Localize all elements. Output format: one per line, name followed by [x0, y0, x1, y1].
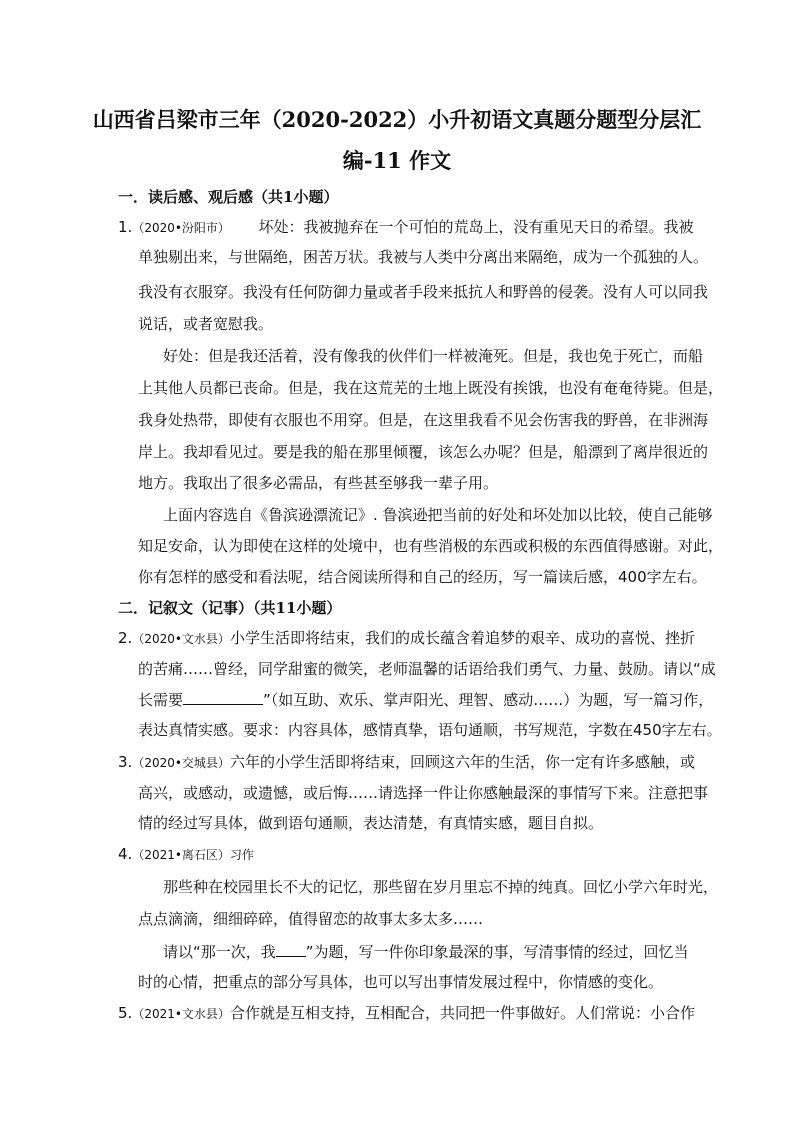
question-text-line: 我没有衣服穿。我没有任何防御力量或者手段来抵抗人和野兽的侵袭。没有人可以同我	[138, 283, 709, 301]
question-text-fragment: 长需要	[138, 691, 184, 709]
question-text-line: 上其他人员都已丧命。但是，我在这荒芜的土地上既没有挨饿，也没有奄奄待毙。但是，	[138, 379, 724, 397]
fill-in-blank	[183, 703, 263, 705]
question-3-first-line	[118, 751, 695, 772]
question-source: （2020•汾阳市）	[132, 221, 230, 235]
question-source: （2021•文水县）	[132, 1007, 230, 1021]
question-text-fragment: ”为题，写一件你印象最深的事，写清事情的经过，回忆当	[305, 943, 689, 961]
question-text-line	[138, 689, 713, 710]
question-text-line	[163, 941, 689, 962]
question-number: 5.	[118, 1004, 133, 1022]
question-text-line: 说话，或者宽慰我。	[138, 315, 274, 333]
question-text-line: 点点滴滴，细细碎碎，值得留恋的故事太多太多……	[138, 910, 484, 928]
question-5-first-line	[118, 1002, 695, 1023]
question-text-line: 上面内容选自《鲁滨逊漂流记》. 鲁滨逊把当前的好处和坏处加以比较，使自己能够	[163, 506, 713, 524]
question-text-fragment: ”（如互助、欢乐、掌声阳光、理智、感动……）为题，写一篇习作，	[263, 691, 714, 709]
question-text-line: 情的经过写具体，做到语句通顺，表达清楚，有真情实感，题目自拟。	[138, 814, 604, 832]
fill-in-blank	[276, 955, 306, 957]
question-text-line: 岸上。我却看见过。要是我的船在那里倾覆，该怎么办呢？但是，船漂到了离岸很近的	[138, 443, 709, 461]
section-heading-2: 二．记叙文（记事）（共11小题）	[118, 599, 342, 617]
question-text-line: 六年的小学生活即将结束，回顾这六年的生活，你一定有许多感触，或	[229, 753, 695, 771]
question-text-line: 单独剔出来，与世隔绝，困苦万状。我被与人类中分离出来隔绝，成为一个孤独的人。	[138, 248, 709, 266]
question-text-line: 好处：但是我还活着，没有像我的伙伴们一样被淹死。但是，我也免于死亡，而船	[163, 347, 704, 365]
question-text-line: 你有怎样的感受和看法呢，结合阅读所得和自己的经历，写一篇读后感，400字左右。	[138, 568, 707, 586]
question-text-line: 时的心情，把重点的部分写具体，也可以写出事情发展过程中，你情感的变化。	[138, 973, 664, 991]
question-source: （2020•交城县）	[132, 756, 230, 770]
question-text-line: 小学生活即将结束，我们的成长蕴含着追梦的艰辛、成功的喜悦、挫折	[229, 629, 695, 647]
question-text-line: 的苦痛……曾经，同学甜蜜的微笑，老师温馨的话语给我们勇气、力量、鼓励。请以“成	[138, 660, 716, 678]
question-text-line: 我身处热带，即使有衣服也不用穿。但是，在这里我看不见会伤害我的野兽，在非洲海	[138, 411, 709, 429]
question-source: （2020•文水县）	[132, 632, 230, 646]
question-text-line: 高兴，或感动，或遗憾，或后悔……请选择一件让你感触最深的事情写下来。注意把事	[138, 784, 709, 802]
question-text-line: 表达真情实感。要求：内容具体，感情真挚，语句通顺，书写规范，字数在450字左右。	[138, 721, 722, 739]
question-number: 1.	[118, 218, 133, 236]
page-title: 山西省吕梁市三年（2020-2022）小升初语文真题分题型分层汇	[92, 107, 702, 132]
question-number: 3.	[118, 753, 133, 771]
question-number: 2.	[118, 629, 133, 647]
question-4-first-line	[118, 845, 254, 863]
question-text-fragment: 请以“那一次，我	[163, 943, 276, 961]
page-title-continued: 编-11 作文	[342, 148, 452, 173]
question-1-first-line	[118, 216, 694, 237]
question-text-line: 那些种在校园里长不大的记忆，那些留在岁月里忘不掉的纯真。回忆小学六年时光，	[163, 878, 719, 896]
question-text-line: 坏处：我被抛弃在一个可怕的荒岛上，没有重见天日的希望。我被	[258, 218, 694, 236]
question-text-line: 地方。我取出了很多必需品，有些甚至够我一辈子用。	[138, 474, 499, 492]
question-text-line: 知足安命，认为即使在这样的处境中，也有些消极的东西或积极的东西值得感谢。对此，	[138, 537, 724, 555]
section-heading-1: 一．读后感、观后感（共1小题）	[118, 188, 339, 206]
question-source: （2021•离石区）习作	[132, 848, 254, 862]
question-2-first-line	[118, 627, 695, 648]
question-text-line: 合作就是互相支持，互相配合，共同把一件事做好。人们常说：小合作	[229, 1004, 695, 1022]
question-number: 4.	[118, 845, 133, 863]
